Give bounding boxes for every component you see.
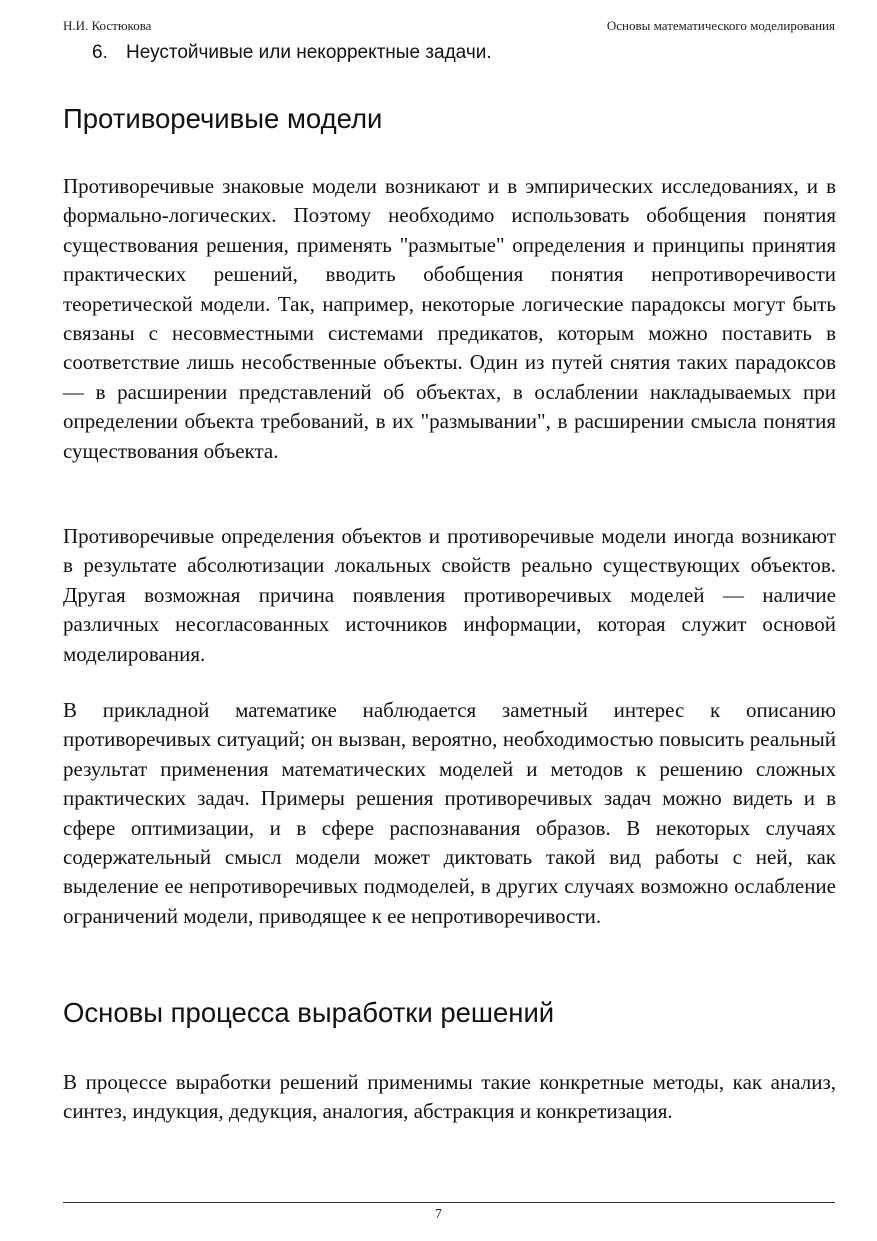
section-heading-decision-process: Основы процесса выработки решений bbox=[63, 997, 555, 1028]
section-heading-contradictory-models: Противоречивые модели bbox=[63, 103, 383, 134]
list-item-number: 6. bbox=[92, 42, 108, 63]
footer-divider bbox=[63, 1202, 835, 1203]
running-header bbox=[63, 16, 835, 36]
page-number: 7 bbox=[435, 1207, 442, 1222]
paragraph: Противоречивые знаковые модели возникают и в эмпирических исследованиях, и в формально-логических. Поэтому необходимо использовать обобщения понятия существования решения, применять "размытые" определения и принципы принятия практических решений, вводить обобщения понятия непротиворечивости теоретической модели. Так, например, некоторые логические парадоксы могут быть связаны с несовместными системами предикатов, которым можно поставить в соответствие лишь несобственные объекты. Один из путей снятия таких парадоксов — в расширении представлений об объектах, в ослаблении накладываемых при определении объекта требований, в их "размывании", в расширении смысла понятия существования объекта. bbox=[63, 174, 836, 463]
header-author: Н.И. Костюкова bbox=[63, 18, 152, 33]
paragraph: В процессе выработки решений применимы такие конкретные методы, как анализ, синтез, индукция, дедукция, аналогия, абстракция и конкретизация. bbox=[63, 1070, 836, 1124]
list-item bbox=[92, 39, 492, 67]
list-item-text: Неустойчивые или некорректные задачи. bbox=[126, 42, 492, 63]
paragraph: В прикладной математике наблюдается заметный интерес к описанию противоречивых ситуаций; он вызван, вероятно, необходимостью повысить реальный результат применения математических моделей и методов к решению сложных практических задач. Примеры решения противоречивых задач можно видеть и в сфере оптимизации, и в сфере распознавания образов. В некоторых случаях содержательный смысл модели может диктовать такой вид работы с ней, как выделение ее непротиворечивых подмоделей, в других случаях возможно ослабление ограничений модели, приводящее к ее непротиворечивости. bbox=[63, 698, 836, 928]
header-title: Основы математического моделирования bbox=[606, 18, 835, 33]
paragraph: Противоречивые определения объектов и противоречивые модели иногда возникают в результате абсолютизации локальных свойств реально существующих объектов. Другая возможная причина появления противоречивых моделей — наличие различных несогласованных источников информации, которая служит основой моделирования. bbox=[63, 524, 836, 666]
